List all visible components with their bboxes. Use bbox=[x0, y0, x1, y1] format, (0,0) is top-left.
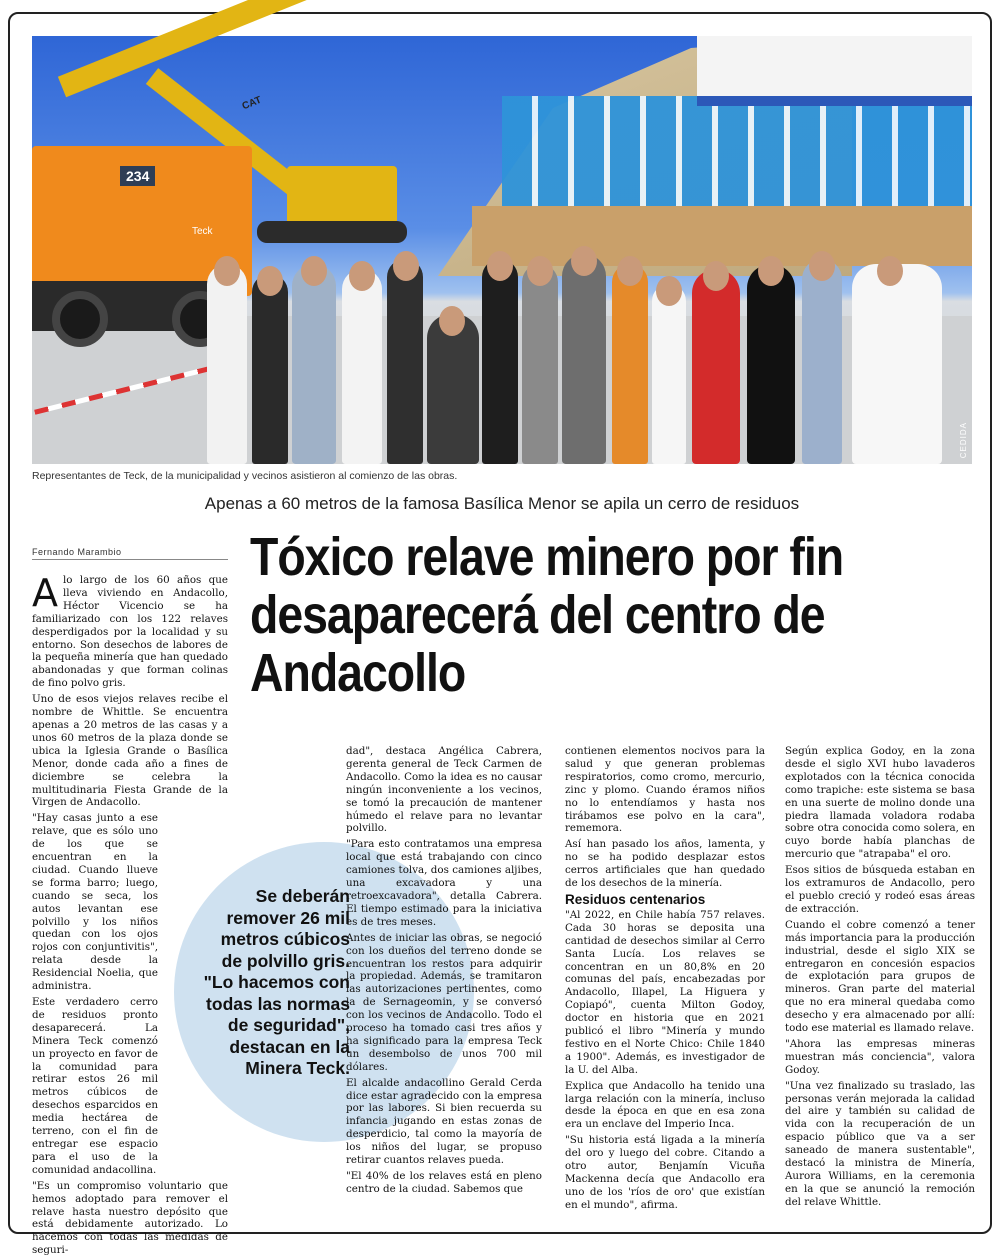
truck-number: 234 bbox=[120, 166, 155, 186]
person bbox=[207, 264, 247, 464]
head bbox=[527, 256, 553, 286]
person bbox=[562, 254, 606, 464]
head bbox=[703, 261, 729, 291]
head bbox=[877, 256, 903, 286]
person bbox=[292, 264, 336, 464]
head bbox=[809, 251, 835, 281]
paragraph: Explica que Andacollo ha tenido una larga relación con la minería, incluso desde la época en que en esa zona era un enclave del Imperio Inca. bbox=[565, 1079, 765, 1131]
paragraph: Antes de iniciar las obras, se negoció con los dueños del terreno donde se encuentran los restos para adquirir la propiedad. Además, se tramitaron las autorizaciones pertinentes, como la de Sernageomin, y se conversó con los vecinos de Andacollo. Todo el proceso ha tomado casi tres años y ha significado para la empresa Teck un desembolso de unos 700 mil dólares. bbox=[346, 931, 542, 1073]
paragraph: "Hay casas junto a ese relave, que es sólo uno de los que se encuentran en la ciudad. Cuando llueve se forma barro; luego, cuando se seca, los autos levantan ese polvillo y los niños quedan con los ojos rojos con conjuntivitis", relata desde la Residencial Noelia, que administra. bbox=[32, 812, 158, 993]
article-column-1 bbox=[32, 571, 228, 1257]
person bbox=[852, 264, 942, 464]
person bbox=[802, 259, 842, 464]
paragraph: Esos sitios de búsqueda estaban en los extramuros de Andacollo, pero el pueblo creció y rodeó esas áreas de extracción. bbox=[785, 864, 975, 915]
paragraph: Cuando el cobre comenzó a tener más importancia para la producción industrial, desde el siglo XIX se entregaron en concesión espacios de explotación para grupos de mineros. Gran parte del material que no era mineral quedaba como desecho y era almacenado por allí: todo ese material es llamado relave. bbox=[785, 918, 975, 1035]
pullquote-text: Se deberán remover 26 mil metros cúbicos de polvillo gris. "Lo hacemos con todas las normas de seguridad", destacan en la Minera Teck. bbox=[203, 886, 350, 1078]
person bbox=[387, 259, 423, 464]
paragraph: "Es un compromiso voluntario que hemos adoptado para remover el relave hasta nuestro depósito que está debidamente autorizado. Lo hacemos con todas las medidas de seguri- bbox=[32, 1179, 228, 1257]
head bbox=[349, 261, 375, 291]
head bbox=[571, 246, 597, 276]
person-in-wheelchair bbox=[427, 314, 479, 464]
paragraph: contienen elementos nocivos para la salud y que generan problemas respiratorios, como cromo, mercurio, zinc y plomo. Cuando éramos niños no lo entendíamos y hasta nos tirábamos ese polvo en la cara", rememora. bbox=[565, 745, 765, 835]
subheading: Residuos centenarios bbox=[565, 891, 706, 907]
paragraph: "Su historia está ligada a la minería del oro y luego del cobre. Citando a otro autor, Benjamín Vicuña Mackenna decía que Andacollo era uno de los 'ríos de oro' que existían en el mundo", afirma. bbox=[565, 1134, 765, 1211]
headline: Tóxico relave minero por fin desaparecerá del centro de Andacollo bbox=[250, 527, 844, 703]
head bbox=[758, 256, 784, 286]
paragraph: Así han pasado los años, lamenta, y no se ha podido desplazar estos cerros artificiales que han quedado de los desechos de la minería. bbox=[565, 838, 765, 890]
person bbox=[252, 274, 288, 464]
person bbox=[652, 284, 686, 464]
paragraph: Según explica Godoy, en la zona desde el siglo XVI hubo lavaderos explotados con la técnica conocida como trapiche: este sistema se basa en una suerte de molino donde una piedra llamada voladora rodaba sobre otra conocida como solera, en cuyo borde había planchas de mercurio que "atrapaba" el oro. bbox=[785, 745, 975, 861]
paragraph: El alcalde andacollino Gerald Cerda dice estar agradecido con la empresa por las labores. Si bien recuerda su infancia jugando en estas zonas de desperdicio, tal como la mayoría de los niños del lugar, se propuso retirar cuantos relaves pueda. bbox=[346, 1076, 542, 1167]
byline: Fernando Marambio bbox=[32, 547, 228, 560]
paragraph: "Una vez finalizado su traslado, las personas verán mejorada la calidad del aire y también su calidad de vida con la recuperación de un espacio público que va a ser saneado de manera sustentable", destacó la ministra de Minería, Aurora Williams, en la ceremonia en la que se anunció la remoción del relave Whittle. bbox=[785, 1079, 975, 1208]
excavator-boom bbox=[58, 0, 344, 97]
dropcap: A bbox=[32, 571, 58, 615]
event-tent bbox=[697, 36, 972, 106]
blue-fence bbox=[502, 96, 972, 216]
paragraph: "Al 2022, en Chile había 757 relaves. Cada 30 horas se deposita una cantidad de desechos similar al Cerro Santa Lucía. Los relaves se concentran en un 80,8% en 20 comunas del país, encabezadas por Andacollo, Illapel, La Higuera y Copiapó", cuenta Milton Godoy, doctor en historia que en 2021 publicó el libro "Minería y mundo festivo en el Norte Chico: Chile 1840 a 1900". Además, es investigador de la U. del Alba. bbox=[565, 908, 765, 1076]
head bbox=[617, 256, 643, 286]
photo-credit: CEDIDA bbox=[959, 421, 968, 458]
crowd-of-people bbox=[207, 216, 972, 464]
paragraph: dad", destaca Angélica Cabrera, gerenta general de Teck Carmen de Andacollo. Como la idea es no causar ningún inconveniente a los vecinos, se tomó la precaución de mantener húmedo el relave para no levantar polvillo. bbox=[346, 745, 542, 835]
newspaper-page bbox=[8, 12, 992, 1257]
head bbox=[301, 256, 327, 286]
kicker: Apenas a 60 metros de la famosa Basílica Menor se apila un cerro de residuos bbox=[204, 494, 800, 513]
head bbox=[487, 251, 513, 281]
paragraph: Este verdadero cerro de residuos pronto desaparecerá. La Minera Teck comenzó un proyecto en favor de la comunidad para retirar estos 26 mil metros cúbicos de desechos esparcidos en media hectárea de terreno, con el fin de entregar ese espacio para el uso de la comunidad andacollina. bbox=[32, 996, 158, 1176]
article-column-3 bbox=[565, 745, 765, 1217]
paragraph: "Ahora las empresas mineras muestran más conciencia", valora Godoy. bbox=[785, 1037, 975, 1076]
news-photo bbox=[32, 36, 972, 464]
paragraph-text: lo largo de los 60 años que lleva viviendo en Andacollo, Héctor Vicencio se ha familiarizado con los 122 relaves desperdigados por la localidad y su entorno. Son desechos de labores de la pequeña minería que han quedado abandonadas y que forman colinas de fino polvo gris. bbox=[32, 574, 228, 690]
truck-logo: Teck bbox=[192, 226, 213, 237]
person bbox=[522, 264, 558, 464]
excavator-logo: CAT bbox=[240, 94, 264, 113]
paragraph: Uno de esos viejos relaves recibe el nombre de Whittle. Se encuentra apenas a 20 metros de las casas y a unos 60 metros de la plaza donde se ubica la Iglesia Grande o Basílica Menor, donde cada año a fines de diciembre se celebra la multitudinaria Fiesta Grande de la Virgen de Andacollo. bbox=[32, 693, 228, 809]
paragraph: "Para esto contratamos una empresa local que está trabajando con cinco camiones tolva, dos camiones aljibes, una excavadora y una retroexcavadora", detalla Cabrera. El tiempo estimado para la iniciativa es de tres meses. bbox=[346, 838, 542, 928]
head bbox=[656, 276, 682, 306]
head bbox=[214, 256, 240, 286]
head bbox=[439, 306, 465, 336]
truck-wheel bbox=[52, 291, 108, 347]
head bbox=[257, 266, 283, 296]
person bbox=[612, 264, 648, 464]
person bbox=[342, 269, 382, 464]
person bbox=[747, 264, 795, 464]
photo-caption: Representantes de Teck, de la municipalidad y vecinos asistieron al comienzo de las obras. bbox=[32, 470, 458, 482]
person bbox=[692, 269, 740, 464]
person bbox=[482, 259, 518, 464]
paragraph bbox=[32, 571, 228, 690]
article-column-4 bbox=[785, 745, 975, 1217]
article-column-2 bbox=[346, 745, 542, 1217]
head bbox=[393, 251, 419, 281]
paragraph: "El 40% de los relaves está en pleno centro de la ciudad. Sabemos que bbox=[346, 1170, 542, 1195]
